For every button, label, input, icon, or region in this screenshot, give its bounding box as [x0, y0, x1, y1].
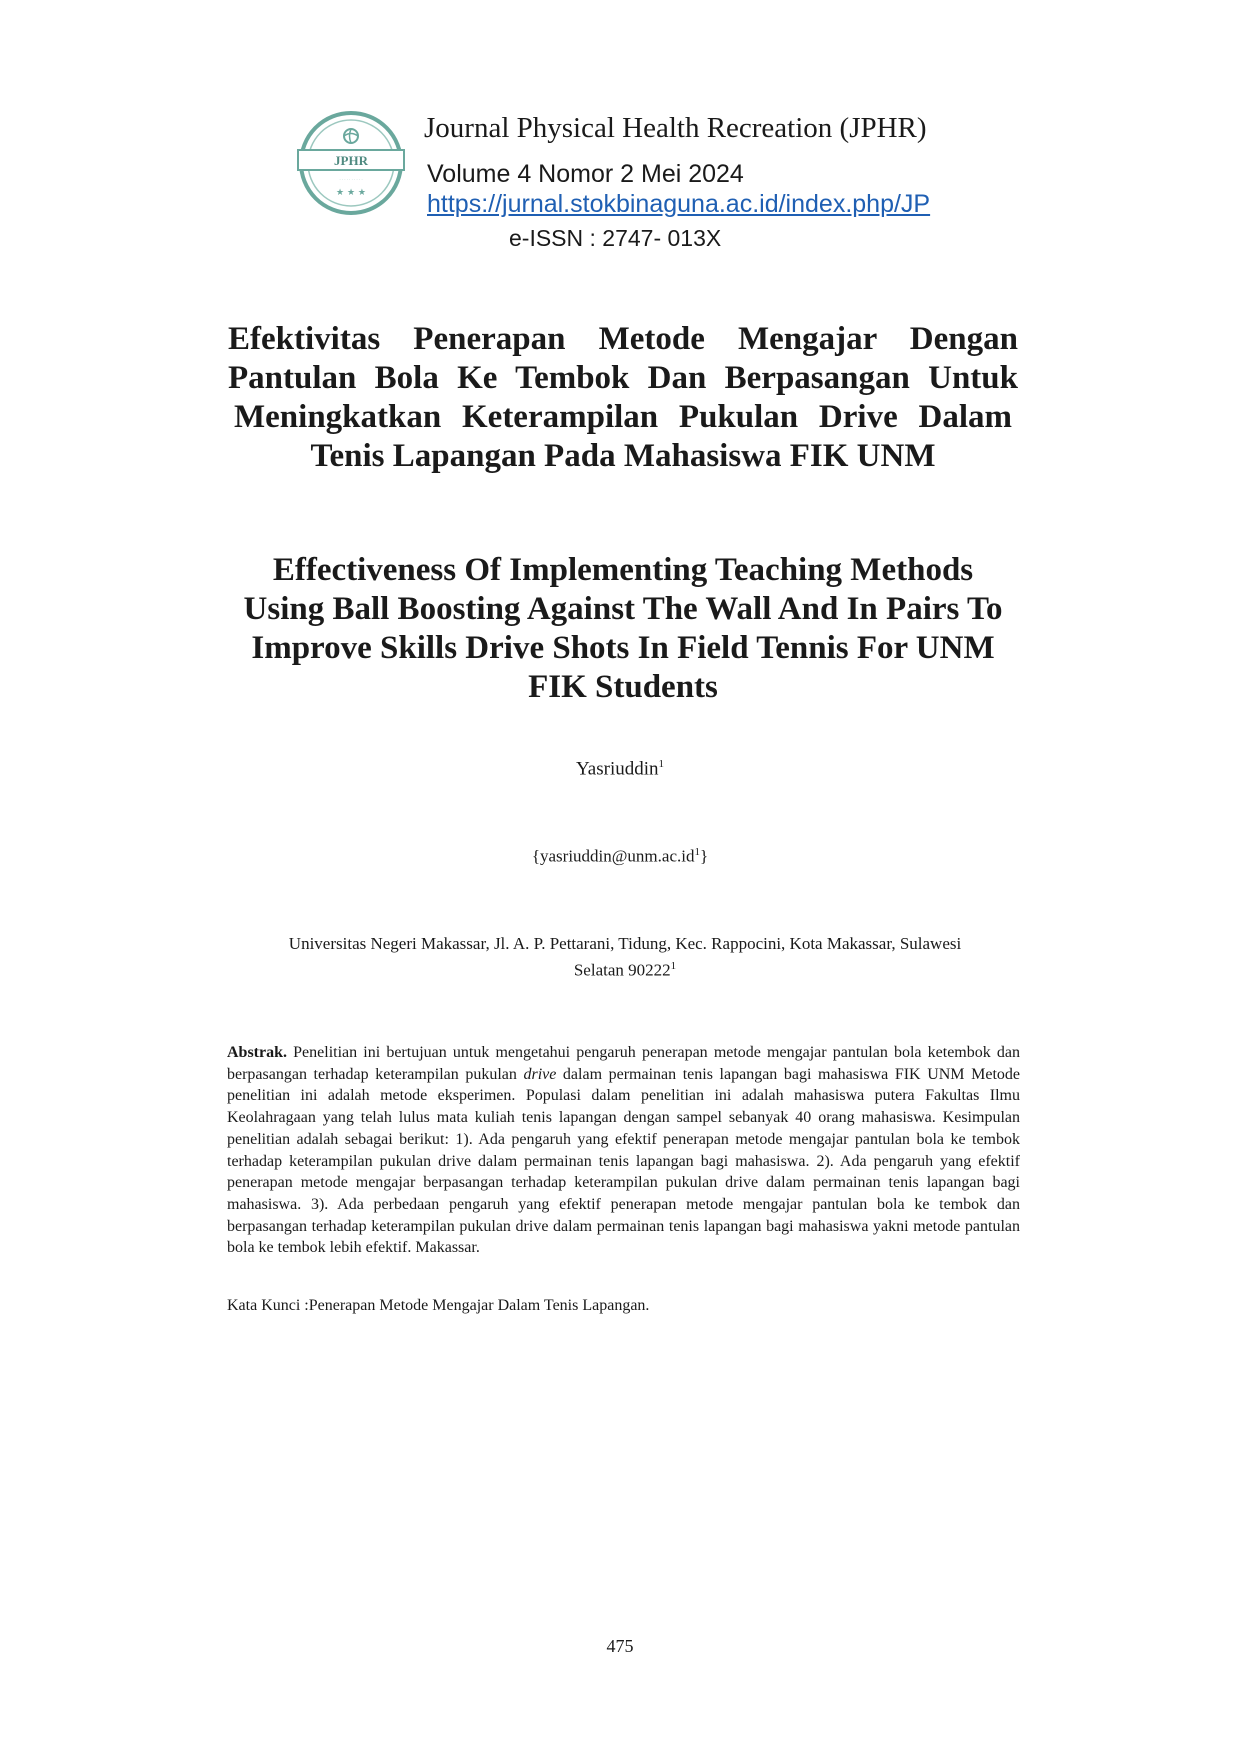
author-name: Yasriuddin$^1$: [575, 758, 665, 780]
title-en-line: Using Ball Boosting Against The Wall And In Pairs To: [243, 591, 1003, 627]
svg-text:· · · · · · · · · ·: · · · · · · · · · ·: [339, 177, 363, 182]
journal-issue: Volume 4 Nomor 2 Mei 2024: [427, 160, 744, 188]
jphr-logo-icon: [296, 111, 406, 215]
title-en-line: Effectiveness Of Implementing Teaching Methods: [272, 552, 974, 588]
title-indonesian: [228, 320, 1018, 476]
svg-text:JPHR: JPHR: [334, 153, 368, 168]
abstract-label: Abstrak.: [227, 1044, 288, 1061]
journal-name: Journal Physical Health Recreation (JPHR): [424, 112, 927, 144]
page-number: 475: [606, 1636, 634, 1656]
journal-url-link[interactable]: https://jurnal.stokbinaguna.ac.id/index.php/JP: [427, 190, 931, 218]
title-id-line: Tenis Lapangan Pada Mahasiswa FIK UNM: [310, 438, 936, 474]
title-id-line: Efektivitas Penerapan Metode Mengajar Dengan: [228, 321, 1018, 357]
svg-text:★ ★ ★: ★ ★ ★: [336, 188, 366, 198]
journal-issn: e-ISSN : 2747- 013X: [509, 225, 722, 251]
title-en-line: Improve Skills Drive Shots In Field Tennis For UNM: [251, 630, 995, 666]
author-affiliation: Universitas Negeri Makassar, Jl. A. P. Pettarani, Tidung, Kec. Rappocini, Kota Makassar, Sulawesi Selatan 90222$^1$: [288, 934, 962, 980]
title-english: [228, 551, 1018, 707]
author-email: $\{yasriuddin@unm.ac.id^1\}$: [531, 846, 709, 866]
title-id-line: Meningkatkan Keterampilan Pukulan Drive Dalam: [234, 399, 1012, 435]
title-id-line: Pantulan Bola Ke Tembok Dan Berpasangan Untuk: [228, 360, 1018, 396]
title-en-line: FIK Students: [528, 669, 718, 705]
abstract: Abstrak. Penelitian ini bertujuan untuk mengetahui pengaruh penerapan metode mengajar pantulan bola ketembok dan berpasangan terhadap keterampilan pukulan drive dalam permainan tenis lapangan bagi mahasiswa FIK UNM Metode penelitian ini adalah metode eksperimen. Populasi dalam penelitian ini adalah mahasiswa putera Fakultas Ilmu Keolahragaan yang telah lulus mata kuliah tenis lapangan dengan sampel sebanyak 40 orang mahasiswa. Kesimpulan penelitian adalah sebagai berikut: 1). Ada pengaruh yang efektif penerapan metode mengajar pantulan bola ke tembok terhadap keterampilan pukulan drive dalam permainan tenis lapangan bagi mahasiswa. 2). Ada pengaruh yang efektif penerapan metode mengajar berpasangan terhadap keterampilan pukulan drive dalam permainan tenis lapangan bagi mahasiswa. 3). Ada perbedaan pengaruh yang efektif penerapan metode mengajar pantulan bola ke tembok dan berpasangan terhadap keterampilan pukulan drive dalam permainan tenis lapangan bagi mahasiswa yakni metode pantulan bola ke tembok lebih efektif. Makassar.: [227, 1044, 1020, 1257]
keywords: Kata Kunci :Penerapan Metode Mengajar Dalam Tenis Lapangan.: [227, 1297, 650, 1314]
